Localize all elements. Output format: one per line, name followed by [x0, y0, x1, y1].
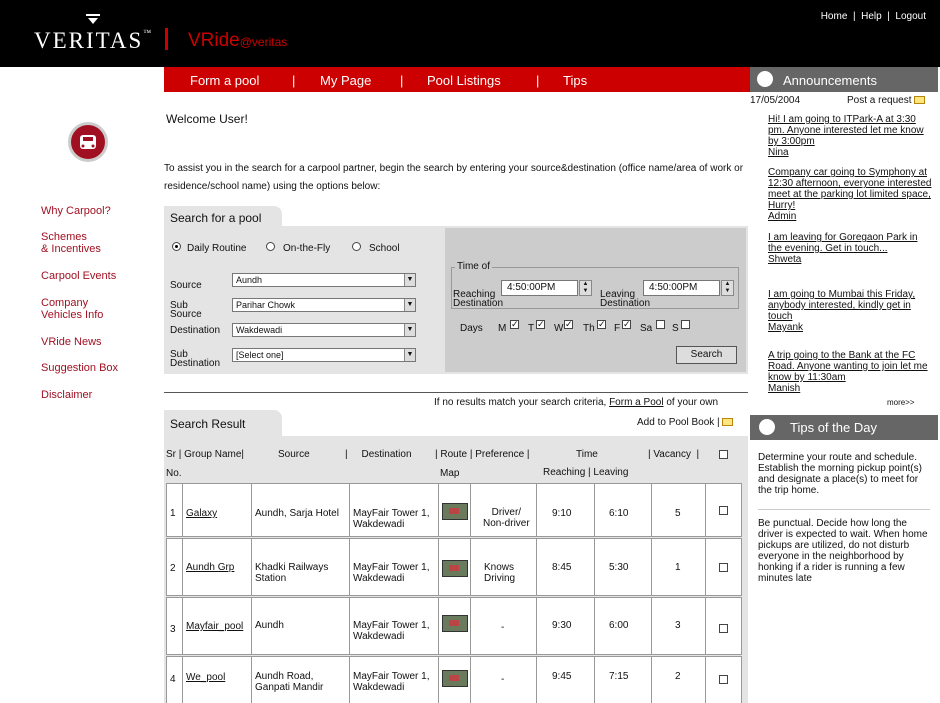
sidebar-item-why-carpool[interactable]: Why Carpool? [41, 205, 111, 217]
header-sr-group: Sr | Group Name| [166, 449, 244, 460]
row-vacancy: 3 [675, 620, 681, 631]
announcement-item[interactable]: Company car going to Symphony at 12:30 afternoon, everyone interested meet at the parking lot limited space, Hurry! Admin [768, 167, 932, 222]
radio-daily-routine-label: Daily Routine [187, 243, 247, 254]
announcement-item[interactable]: Hi! I am going to ITPark-A at 3:30 pm. Anyone interested let me know by 3:00pm Nina [768, 114, 924, 158]
row-leaving: 5:30 [609, 562, 629, 573]
radio-daily-routine[interactable] [172, 242, 181, 251]
destination-label: Destination [170, 325, 221, 336]
table-row [166, 597, 742, 655]
header-no: No. [166, 468, 182, 479]
announcements-header [750, 67, 938, 92]
time-of-label: Time of [457, 261, 490, 272]
help-link[interactable]: Help [861, 11, 882, 22]
day-th-checkbox[interactable]: ✓ [598, 319, 606, 329]
header-destination: | Destination [345, 449, 412, 460]
tip-text: Determine your route and schedule. Establish the morning pickup point(s) and designate a place(s) to meet for the trip home. [758, 452, 922, 496]
header-route-preference: | Route | Preference | [435, 449, 530, 460]
row-reaching: 8:45 [552, 562, 572, 573]
select-all-checkbox[interactable] [719, 450, 728, 459]
day-m-label: M [498, 323, 507, 334]
day-m-checkbox[interactable]: ✓ [511, 319, 519, 329]
row-checkbox[interactable] [719, 506, 728, 515]
subdestination-select[interactable]: [Select one] ▼ [232, 348, 416, 362]
row-reaching: 9:30 [552, 620, 572, 631]
no-results-note: If no results match your search criteria, Form a Pool of your own [434, 397, 719, 408]
group-link[interactable]: Mayfair_pool [186, 621, 244, 632]
row-checkbox[interactable] [719, 624, 728, 633]
leaving-time-spinner[interactable]: ▲ ▼ [721, 280, 734, 296]
row-source: Aundh, Sarja Hotel [255, 508, 339, 519]
sidebar-item-company-vehicles[interactable]: Company Vehicles Info [41, 297, 104, 321]
megaphone-icon [757, 71, 773, 87]
day-s-checkbox[interactable] [681, 320, 690, 329]
subsource-label: Sub Source [170, 300, 202, 320]
row-leaving: 6:00 [609, 620, 629, 631]
nav-form-a-pool[interactable]: Form a pool [190, 73, 260, 88]
row-sr: 1 [170, 508, 176, 519]
tips-header [750, 415, 938, 440]
day-w-label: W [554, 323, 564, 334]
add-to-pool-book[interactable]: Add to Pool Book | [637, 417, 733, 428]
subsource-select[interactable]: Parihar Chowk ▼ [232, 298, 416, 312]
row-preference: - [501, 622, 505, 633]
destination-select[interactable]: Wakdewadi ▼ [232, 323, 416, 337]
nav-pool-listings[interactable]: Pool Listings [427, 73, 501, 88]
table-row [166, 483, 742, 537]
more-link[interactable]: more>> [887, 398, 915, 407]
day-t-label: T [528, 323, 535, 334]
row-checkbox[interactable] [719, 675, 728, 684]
sidebar-item-vride-news[interactable]: VRide News [41, 336, 102, 348]
post-request-link[interactable]: Post a request [847, 95, 925, 106]
intro-text: To assist you in the search for a carpool partner, begin the search by entering your source&destination (office name/area of work or residence/school name) using the options below: [164, 163, 744, 192]
chevron-down-icon: ▼ [404, 299, 415, 311]
route-map-icon[interactable] [442, 615, 468, 632]
radio-school[interactable] [352, 242, 361, 251]
nav-my-page[interactable]: My Page [320, 73, 372, 88]
vride-brand: VRide@veritas [188, 30, 288, 51]
row-vacancy: 2 [675, 671, 681, 682]
row-vacancy: 5 [675, 508, 681, 519]
row-preference: Driver/ Non-driver [483, 507, 530, 529]
sidebar-item-carpool-events[interactable]: Carpool Events [41, 270, 117, 282]
day-w-checkbox[interactable]: ✓ [565, 319, 573, 329]
form-a-pool-link[interactable]: Form a Pool [609, 397, 664, 408]
day-th-label: Th [583, 323, 595, 334]
day-f-checkbox[interactable]: ✓ [623, 319, 631, 329]
divider [164, 392, 748, 393]
radio-school-label: School [369, 243, 400, 254]
row-destination: MayFair Tower 1, Wakdewadi [353, 508, 430, 530]
veritas-logo[interactable]: VERITAS™ [34, 28, 152, 53]
sidebar-item-suggestion-box[interactable]: Suggestion Box [41, 362, 119, 374]
row-leaving: 7:15 [609, 671, 629, 682]
welcome-text: Welcome User! [166, 112, 248, 126]
tips-icon [759, 419, 775, 435]
header-map: Map [440, 468, 460, 479]
sidebar-item-schemes[interactable]: Schemes & Incentives [41, 231, 101, 255]
row-destination: MayFair Tower 1, Wakdewadi [353, 671, 430, 693]
row-source: Khadki Railways Station [255, 562, 329, 584]
group-link[interactable]: Galaxy [186, 508, 218, 519]
row-sr: 2 [170, 563, 176, 574]
header-vacancy: | Vacancy | [648, 449, 700, 460]
group-link[interactable]: We_pool [186, 672, 226, 683]
announcements-title: Announcements [783, 73, 877, 88]
header-source: Source [278, 449, 310, 460]
day-t-checkbox[interactable]: ✓ [537, 319, 545, 329]
source-select[interactable]: Aundh ▼ [232, 273, 416, 287]
search-result-tab: Search Result [164, 410, 282, 436]
table-row [166, 656, 742, 703]
announcement-date: 17/05/2004 [750, 95, 801, 106]
tip-text: Be punctual. Decide how long the driver is expected to wait. When home pickups are utilized, do not disturb everyone in the neighborhood by honking if a rider is running a few minutes late [758, 518, 928, 584]
search-tab: Search for a pool [164, 206, 282, 228]
row-preference: - [501, 674, 505, 685]
car-icon [68, 122, 108, 162]
header-reaching-leaving: Reaching | Leaving [543, 467, 629, 478]
row-source: Aundh Road, Ganpati Mandir [255, 671, 324, 693]
row-checkbox[interactable] [719, 563, 728, 572]
day-sa-label: Sa [640, 323, 653, 334]
days-label: Days [460, 323, 483, 334]
home-link[interactable]: Home [820, 11, 848, 22]
reaching-label: Reaching Destination [453, 289, 504, 309]
reaching-time-input[interactable]: 4:50:00PM [501, 280, 578, 296]
tips-title: Tips of the Day [790, 420, 877, 435]
announcement-item[interactable]: A trip going to the Bank at the FC Road. Anyone wanting to join let me know by 11:30am Manish [768, 350, 928, 394]
subdestination-label: Sub Destination [170, 349, 221, 369]
row-leaving: 6:10 [609, 508, 629, 519]
group-link[interactable]: Aundh Grp [186, 562, 235, 573]
veritas-logo-mark-icon [86, 14, 100, 24]
row-destination: MayFair Tower 1, Wakdewadi [353, 562, 430, 584]
day-s-label: S [672, 323, 679, 334]
envelope-icon [914, 96, 925, 104]
day-f-label: F [614, 323, 621, 334]
radio-on-the-fly[interactable] [266, 242, 275, 251]
row-sr: 4 [170, 674, 176, 685]
reaching-time-spinner[interactable]: ▲ ▼ [579, 280, 592, 296]
main-nav: Form a pool | My Page | Pool Listings | Tips [164, 67, 750, 92]
route-map-icon[interactable] [442, 670, 468, 687]
radio-on-the-fly-label: On-the-Fly [283, 243, 331, 254]
table-row [166, 538, 742, 596]
chevron-down-icon: ▼ [404, 324, 415, 336]
route-map-icon[interactable] [442, 503, 468, 520]
tip-divider [758, 509, 930, 510]
row-reaching: 9:10 [552, 508, 572, 519]
row-source: Aundh [255, 620, 284, 631]
logo-divider [165, 28, 168, 50]
chevron-down-icon: ▼ [404, 274, 415, 286]
logout-link[interactable]: Logout [895, 11, 926, 22]
row-vacancy: 1 [675, 562, 681, 573]
day-sa-checkbox[interactable] [656, 320, 665, 329]
envelope-icon [722, 418, 733, 426]
row-preference: Knows Driving [484, 562, 516, 584]
sidebar-item-disclaimer[interactable]: Disclaimer [41, 389, 93, 401]
source-label: Source [170, 280, 202, 291]
search-button[interactable]: Search [676, 346, 737, 364]
leaving-label: Leaving Destination [600, 289, 651, 309]
nav-tips[interactable]: Tips [563, 73, 588, 88]
route-map-icon[interactable] [442, 560, 468, 577]
top-links: Home | Help | Logout [820, 11, 926, 22]
announcement-item[interactable]: I am leaving for Goregaon Park in the evening. Get in touch... Shweta [768, 232, 918, 265]
row-destination: MayFair Tower 1, Wakdewadi [353, 620, 430, 642]
chevron-down-icon: ▼ [404, 349, 415, 361]
row-reaching: 9:45 [552, 671, 572, 682]
announcement-item[interactable]: I am going to Mumbai this Friday, anybody interested, kindly get in touch Mayank [768, 289, 916, 333]
row-sr: 3 [170, 624, 176, 635]
leaving-time-input[interactable]: 4:50:00PM [643, 280, 720, 296]
header-time: Time [576, 449, 598, 460]
